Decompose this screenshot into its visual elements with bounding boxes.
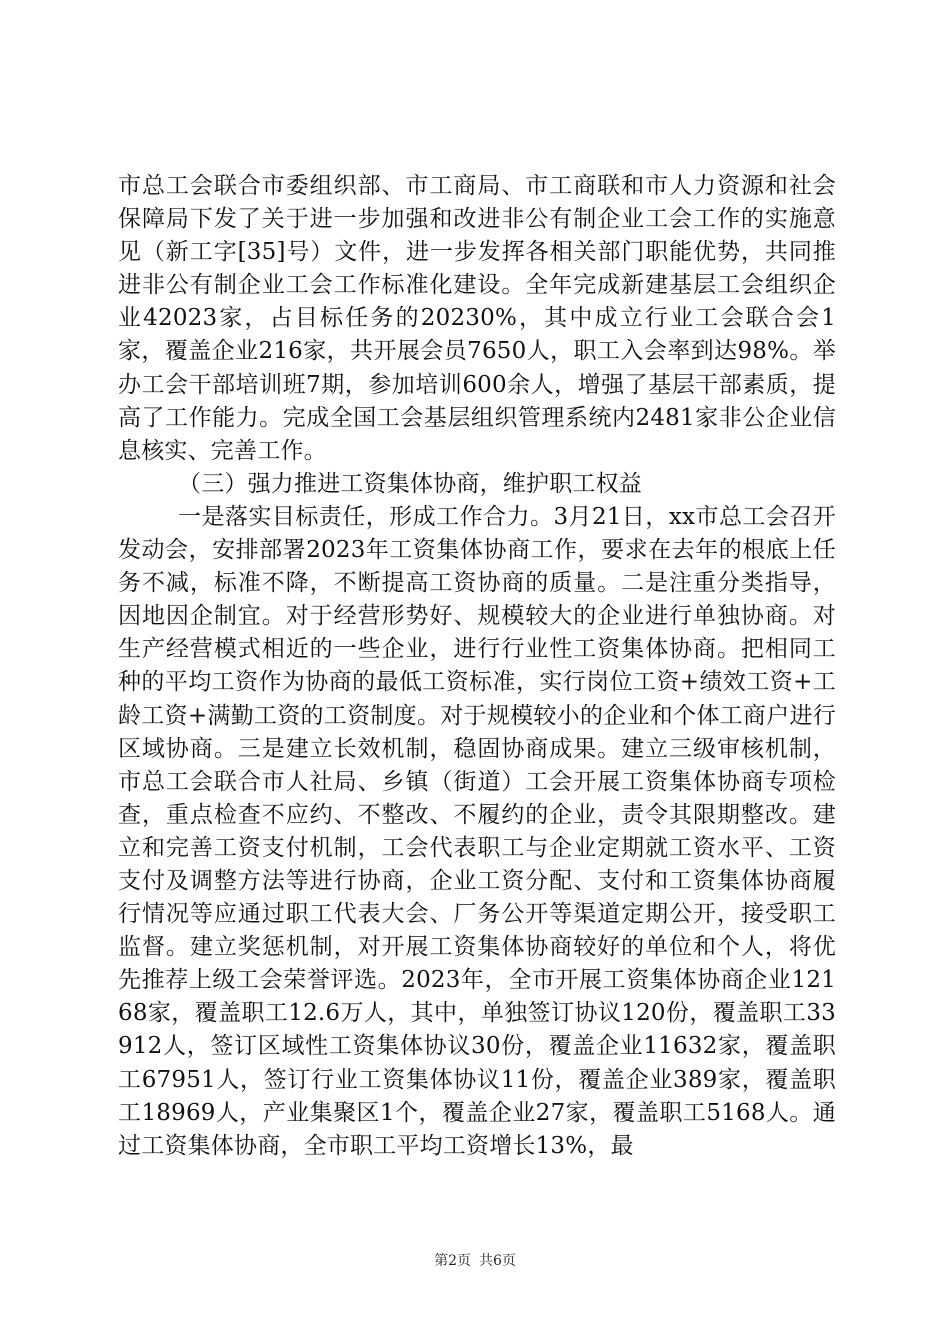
document-body (118, 170, 836, 1163)
page-number: 第2页 (434, 1253, 471, 1269)
section-heading-wage-negotiation: （三）强力推进工资集体协商，维护职工权益 (178, 470, 642, 497)
paragraph-union-organization: 市总工会联合市委组织部、市工商局、市工商联和市人力资源和社会保障局下发了关于进一步加强和改进非公有制企业工会工作的实施意见（新工字[35]号）文件，进一步发挥各相关部门职能优势，共同推进非公有制企业工会工作标准化建设。全年完成新建基层工会组织企业42023家，占目标任务的20230%，其中成立行业工会联合会1家，覆盖企业216家，共开展会员7650人，职工入会率到达98%。举办工会干部培训班7期，参加培训600余人，增强了基层干部素质，提高了工作能力。完成全国工会基层组织管理系统内2481家非公企业信息核实、完善工作。 (118, 173, 836, 464)
page-total: 共6页 (479, 1253, 516, 1269)
paragraph-wage-negotiation: 一是落实目标责任，形成工作合力。3月21日，xx市总工会召开发动会，安排部署2023年工资集体协商工作，要求在去年的根底上任务不减，标准不降，不断提高工资协商的质量。二是注重分类指导，因地因企制宜。对于经营形势好、规模较大的企业进行单独协商。对生产经营模式相近的一些企业，进行行业性工资集体协商。把相同工种的平均工资作为协商的最低工资标准，实行岗位工资+绩效工资+工龄工资+满勤工资的工资制度。对于规模较小的企业和个体工商户进行区域协商。三是建立长效机制，稳固协商成果。建立三级审核机制，市总工会联合市人社局、乡镇（街道）工会开展工资集体协商专项检查，重点检查不应约、不整改、不履约的企业，责令其限期整改。建立和完善工资支付机制，工会代表职工与企业定期就工资水平、工资支付及调整方法等进行协商，企业工资分配、支付和工资集体协商履行情况等应通过职工代表大会、厂务公开等渠道定期公开，接受职工监督。建立奖惩机制，对开展工资集体协商较好的单位和个人，将优先推荐上级工会荣誉评选。2023年，全市开展工资集体协商企业12168家，覆盖职工12.6万人，其中，单独签订协议120份，覆盖职工33912人，签订区域性工资集体协议30份，覆盖企业11632家，覆盖职工67951人，签订行业工资集体协议11份，覆盖企业389家，覆盖职工18969人，产业集聚区1个，覆盖企业27家，覆盖职工5168人。通过工资集体协商，全市职工平均工资增长13%，最 (118, 503, 836, 1159)
page-footer (0, 1250, 950, 1270)
